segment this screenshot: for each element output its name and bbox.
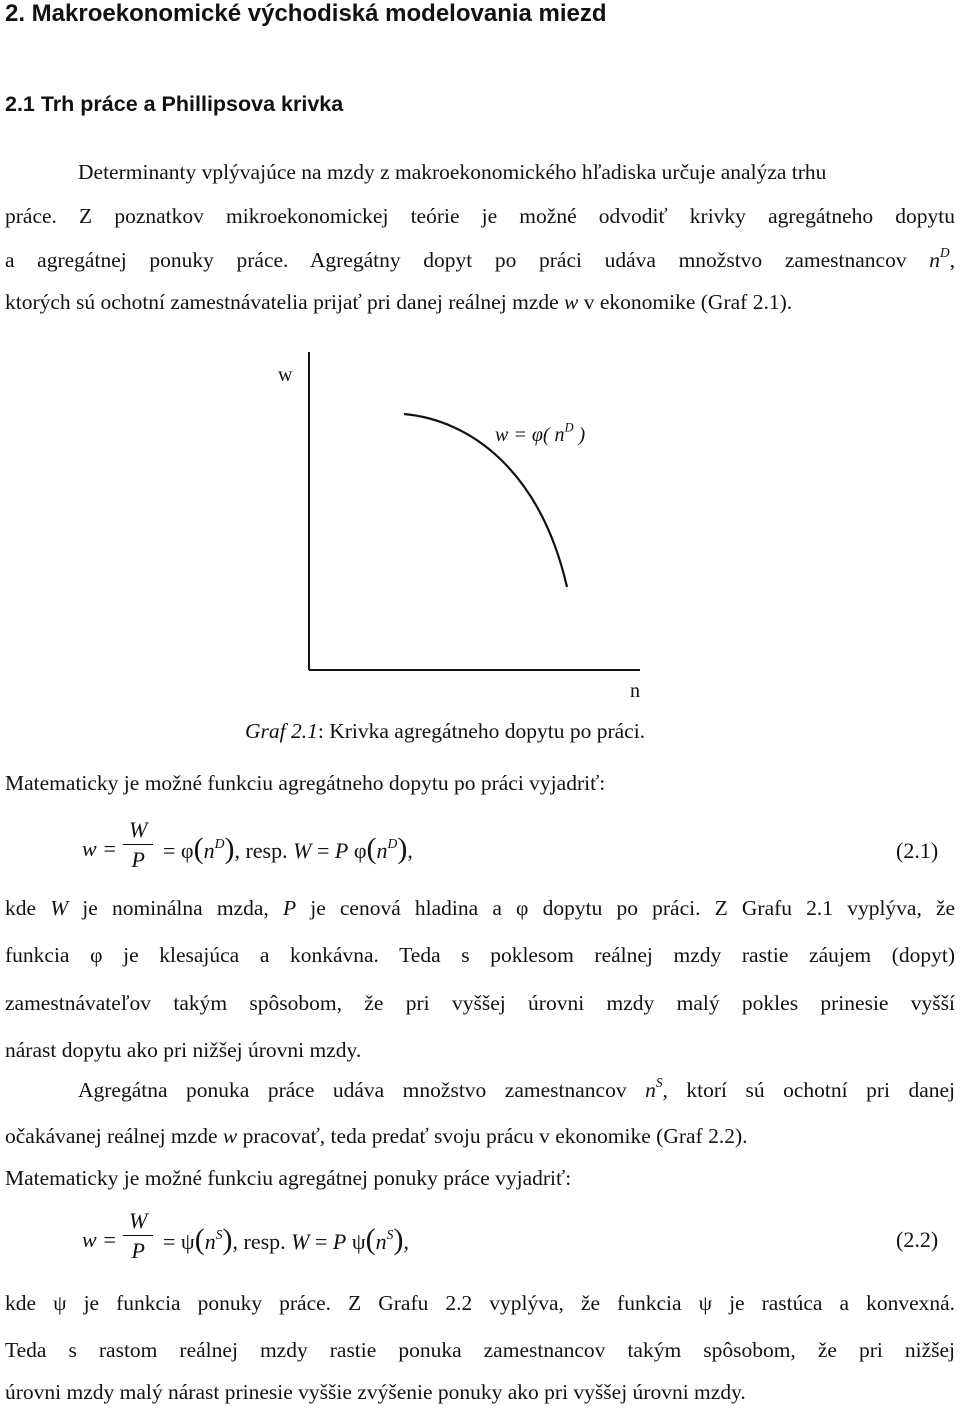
paragraph-line: očakávanej reálnej mzde w pracovať, teda predať svoju prácu v ekonomike (Graf 2.2). (5, 1124, 748, 1148)
paragraph-line: Matematicky je možné funkciu agregátneho dopytu po práci vyjadriť: (5, 771, 606, 795)
variable: n (929, 248, 940, 272)
paragraph-line: kde W je nominálna mzda, P je cenová hladina a φ dopytu po práci. Z Grafu 2.1 vyplýva, že (5, 896, 956, 920)
curve-label: w = φ( $n^D$ ) (495, 420, 586, 446)
equation-2-1-fraction: $\frac{W}{P}$ (123, 816, 153, 875)
chapter-heading: 2. Makroekonomické východiská modelovania miezd (5, 0, 607, 27)
paragraph-line: kde ψ je funkcia ponuky práce. Z Grafu 2.2 vyplýva, že funkcia ψ je rastúca a konvexná. (5, 1291, 956, 1315)
y-axis-label: w (278, 364, 293, 386)
paragraph-line: práce. Z poznatkov mikroekonomickej teórie je možné odvodiť krivky agregátneho dopytu (5, 204, 955, 228)
equation-2-1-rhs: = $\varphi(n^D)$, resp. W = P $\varphi(n^D)$, (163, 832, 413, 865)
text-span: a agregátnej ponuky práce. Agregátny dopyt po práci udáva množstvo zamestnancov (5, 248, 907, 272)
equation-2-1: w = (82, 836, 118, 861)
paragraph-line: Teda s rastom reálnej mzdy rastie ponuka zamestnancov takým spôsobom, že pri nižšej (5, 1338, 955, 1362)
paragraph-line: Agregátna ponuka práce udáva množstvo zamestnancov $n^S$, ktorí sú ochotní pri danej (78, 1075, 956, 1102)
section-heading: 2.1 Trh práce a Phillipsova krivka (5, 92, 344, 116)
paragraph-line: funkcia φ je klesajúca a konkávna. Teda s poklesom reálnej mzdy rastie záujem (dopyt) (5, 943, 956, 967)
text-span: , (949, 248, 956, 272)
paragraph-line: úrovni mzdy malý nárast prinesie vyššie zvýšenie ponuky ako pri vyššej úrovni mzdy. (5, 1380, 746, 1404)
equation-2-2-rhs: = $\psi(n^S)$, resp. W = P $\psi(n^S)$, (163, 1223, 409, 1256)
paragraph-line: Matematicky je možné funkciu agregátnej ponuky práce vyjadriť: (5, 1166, 572, 1190)
paragraph-line: Determinanty vplývajúce na mzdy z makroekonomického hľadiska určuje analýza trhu (78, 160, 827, 184)
superscript: D (940, 245, 950, 261)
equation-2-2-number: (2.2) (896, 1227, 939, 1252)
x-axis-label: n (630, 680, 640, 702)
paragraph-line: nárast dopytu ako pri nižšej úrovni mzdy. (5, 1038, 362, 1062)
equation-2-2-fraction: $\frac{W}{P}$ (123, 1207, 153, 1266)
paragraph-line: zamestnávateľov takým spôsobom, že pri vyššej úrovni mzdy malý pokles prinesie vyšší (5, 991, 955, 1015)
graph-caption: Graf 2.1: Krivka agregátneho dopytu po práci. (245, 719, 646, 743)
variable: w (564, 290, 579, 314)
equation-2-1-number: (2.1) (896, 838, 939, 863)
text-span: ktorých sú ochotní zamestnávatelia prijať pri danej reálnej mzde (5, 290, 559, 314)
text-span: v ekonomike (Graf 2.1). (583, 290, 793, 314)
equation-2-2: w = (82, 1227, 118, 1252)
